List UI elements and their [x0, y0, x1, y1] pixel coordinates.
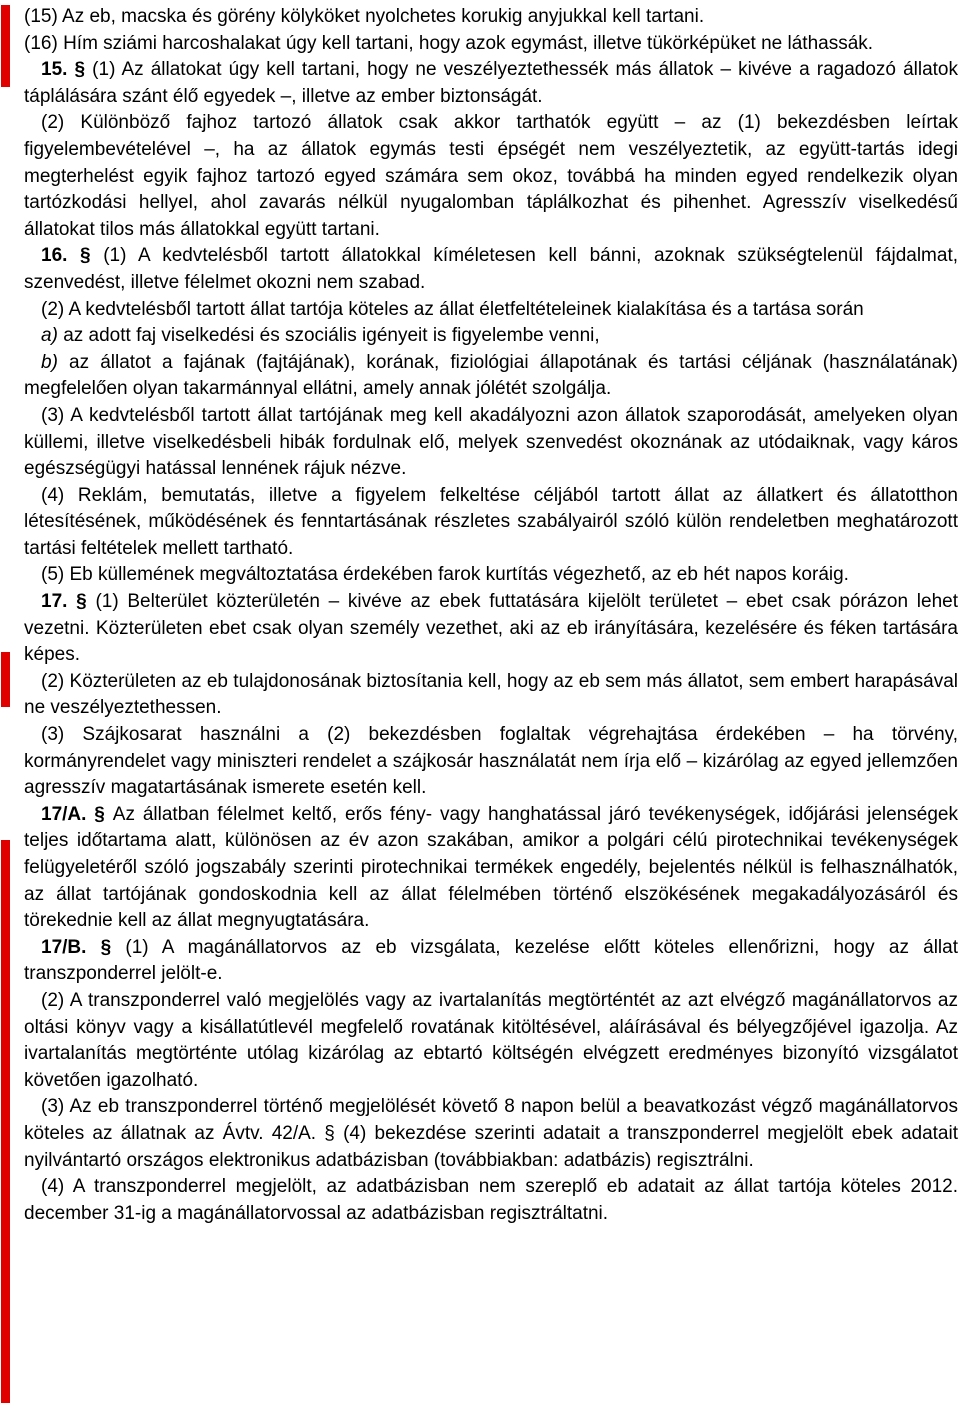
section-paragraph: 17/A. § Az állatban félelmet keltő, erős fény- vagy hanghatással járó tevékenységek, időjárási jelenségek teljes időtartama alatt, különösen az év azon szakában, amikor a polgári célú pirotechnikai tevékenységek felügyeletéről szóló jogszabály szerinti pirotechnikai termékek engedély, bejelentés nélkül is felhasználhatók, az állat tartójának gondoskodnia kell az állat félelmében történő elszökésének megakadályozásáról és törekednie kell az állat megnyugtatására. — [24, 803, 958, 932]
list-item: b) az állatot a fajának (fajtájának), korának, fiziológiai állapotának és tartási céljának (használatának) megfelelően olyan takarmánnyal ellátni, amely annak jólétét szolgálja. — [24, 351, 958, 400]
paragraph: (2) A kedvtelésből tartott állat tartója köteles az állat életfeltételeinek kialakítása és a tartása során — [41, 298, 864, 320]
revision-bar — [1, 5, 10, 87]
paragraph: (16) Hím sziámi harcoshalakat úgy kell tartani, hogy azok egymást, illetve tükörképüket ne láthassák. — [24, 32, 874, 54]
paragraph: (5) Eb küllemének megváltoztatása érdekében farok kurtítás végezhető, az eb hét napos koráig. — [41, 564, 849, 586]
list-item: a) az adott faj viselkedési és szociális igényeit is figyelembe venni, — [41, 325, 600, 347]
paragraph: (4) A transzponderrel megjelölt, az adatbázisban nem szereplő eb adatait az állat tartója köteles 2012. december 31-ig a magánállatorvossal az adatbázisban regisztráltatni. — [24, 1176, 958, 1224]
section-paragraph: 16. § (1) A kedvtelésből tartott állatokkal kíméletesen kell bánni, azoknak szükségtelenül fájdalmat, szenvedést, illetve félelmet okozni nem szabad. — [24, 245, 959, 293]
section-number: 16. § — [41, 245, 104, 267]
section-paragraph: 15. § (1) Az állatokat úgy kell tartani, hogy ne veszélyeztethessék más állatok – kivéve a ragadozó állatok táplálására szánt élő egyedek –, illetve az ember biztonságát. — [24, 59, 958, 107]
paragraph: (3) A kedvtelésből tartott állat tartójának meg kell akadályozni azon állatok szaporodását, amelyeken olyan küllemi, illetve viselkedésbeli hibák fordulnak elő, melyek szenvedést okoznának az utódaiknak, vagy káros egészségügyi hatással lennének rájuk nézve. — [24, 404, 958, 480]
revision-bar — [1, 652, 10, 707]
list-marker: a) — [41, 325, 64, 347]
paragraph: (2) Különböző fajhoz tartozó állatok csak akkor tarthatók együtt – az (1) bekezdésben leírtak figyelembevételével –, ha az állatok egymás testi épségét nem veszélyeztetik, az együtt-tartás idegi megterhelést egyik fajhoz tartozó egyed számára sem okoz, továbbá ha minden egyed rendelkezik olyan tartózkodási hellyel, ahol zavarás nélkül nyugalomban táplálkozhat és pihenhet. Agresszív viselkedésű állatokat tilos más állatokkal együtt tartani. — [24, 112, 958, 240]
revision-bar — [1, 840, 10, 1403]
paragraph: (15) Az eb, macska és görény kölyköket nyolchetes korukig anyjukkal kell tartani. — [24, 6, 705, 27]
paragraph: (3) Az eb transzponderrel történő megjelölését követő 8 napon belül a beavatkozást végző magánállatorvos köteles az állatnak az Ávtv. 42/A. § (4) bekezdése szerinti adatait a transzponderrel megjelölt ebek adatait nyilvántartó országos elektronikus adatbázisban (továbbiakban: adatbázis) regisztrálni. — [24, 1096, 958, 1171]
section-number: 17/A. § — [41, 803, 113, 825]
section-number: 17/B. § — [41, 936, 126, 958]
section-paragraph: 17. § (1) Belterület közterületén – kivéve az ebek futtatására kijelölt területet – ebet csak pórázon lehet vezetni. Közterületen ebet csak olyan személy vezethet, aki az eb irányítására, kezelésére és féken tartására képes. — [24, 591, 958, 666]
paragraph: (3) Szájkosarat használni a (2) bekezdésben foglaltak végrehajtása érdekében – ha törvény, kormányrendelet vagy miniszteri rendelet a szájkosár használatát nem írja elő – kizárólag az egyed jellemzően agresszív magatartásának ismerete esetén kell. — [24, 724, 958, 799]
section-paragraph: 17/B. § (1) A magánállatorvos az eb vizsgálata, kezelése előtt köteles ellenőrizni, hogy az állat transzponderrel jelölt-e. — [24, 936, 958, 985]
paragraph: (2) Közterületen az eb tulajdonosának biztosítania kell, hogy az eb sem más állatot, sem embert harapásával ne veszélyeztethessen. — [24, 670, 958, 719]
section-number: 17. § — [41, 591, 96, 613]
paragraph: (2) A transzponderrel való megjelölés vagy az ivartalanítás megtörténtét az azt elvégző magánállatorvos az oltási könyv vagy a kisállatútlevél megfelelő rovatának kitöltésével, aláírásával és bélyegzőjével igazolja. Az ivartalanítás megtörténte utólag kizárólag az ebtartó költségén elvégzett eredményes bizonyító vizsgálatot követően igazolható. — [24, 989, 958, 1091]
section-number: 15. § — [41, 59, 93, 81]
paragraph: (4) Reklám, bemutatás, illetve a figyelem felkeltése céljából tartott állat az állatkert és állatotthon létesítésének, működésének és fenntartásának részletes szabályairól szóló külön rendeletben meghatározott tartási feltételek mellett tartható. — [24, 484, 958, 559]
document-body — [24, 4, 958, 1227]
list-marker: b) — [41, 351, 70, 373]
